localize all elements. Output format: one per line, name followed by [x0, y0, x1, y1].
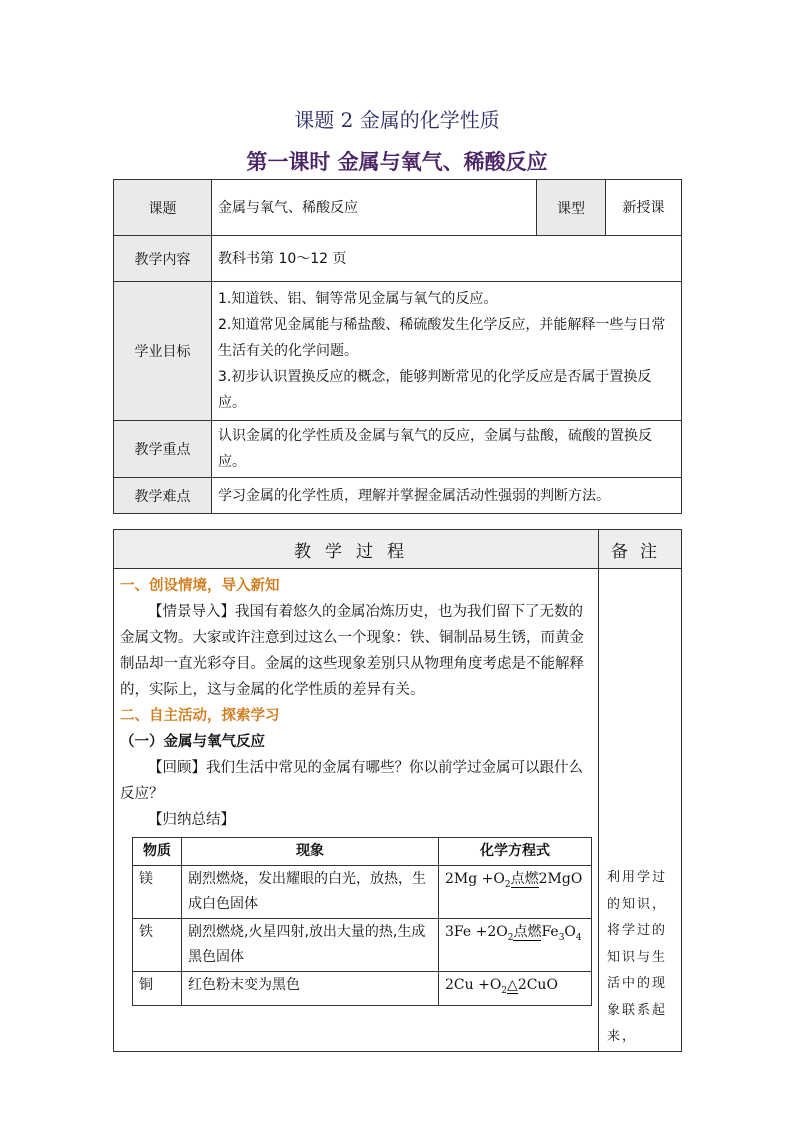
content-label: 教学内容 [114, 236, 212, 282]
note-column: 利用学过的知识，将学过的知识与生活中的现象联系起来， [599, 569, 682, 1052]
lesson-info-table [113, 179, 682, 514]
summary-label: 【归纳总结】 [148, 812, 235, 828]
eq-right: 2CuO [517, 977, 558, 993]
page-subtitle: 第一课时 金属与氧气、稀酸反应 [246, 149, 548, 174]
goals-list [212, 282, 682, 421]
eq-sub: 2 [504, 879, 511, 890]
intro-paragraph: 【情景导入】我国有着悠久的金属冶炼历史，也为我们留下了无数的金属文物。大家或许注意到过这么一个现象：铁、铜制品易生锈，而黄金制品却一直光彩夺目。金属的这些现象差别只从物理角度考虑是不能解释的，实际上，这与金属的化学性质的差异有关。 [120, 604, 584, 698]
subsection-heading: （一）金属与氧气反应 [120, 734, 265, 750]
eq-sub: 2 [501, 985, 508, 996]
substance-cell: 铁 [133, 919, 182, 972]
equation-cell [439, 919, 592, 972]
type-value: 新授课 [606, 180, 682, 236]
note-header: 备注 [599, 530, 682, 569]
eq-condition: 点燃 [510, 871, 539, 887]
topic-value: 金属与氧气、稀酸反应 [212, 180, 537, 236]
process-table [113, 529, 682, 1052]
substance-cell: 铜 [133, 972, 182, 1006]
difficulty-value: 学习金属的化学性质，理解并掌握金属活动性强弱的判断方法。 [212, 478, 682, 514]
eq-right: Fe [541, 924, 559, 940]
key-label: 教学重点 [114, 421, 212, 478]
goals-label: 学业目标 [114, 282, 212, 421]
eq-left: 3Fe +2O [445, 924, 508, 940]
section-heading: 二、自主活动，探索学习 [120, 708, 280, 724]
phenomenon-cell: 红色粉末变为黑色 [182, 972, 439, 1006]
key-value: 认识金属的化学性质及金属与氧气的反应，金属与盐酸，硫酸的置换反应。 [212, 421, 682, 478]
process-content [114, 569, 599, 1052]
reaction-table [132, 837, 592, 1006]
eq-left: 2Cu +O [445, 977, 502, 993]
review-paragraph: 【回顾】我们生活中常见的金属有哪些？你以前学过金属可以跟什么反应？ [120, 760, 583, 802]
type-label: 课型 [537, 180, 606, 236]
eq-right-tail: O [564, 924, 576, 940]
col-header: 化学方程式 [439, 838, 592, 866]
col-header: 物质 [133, 838, 182, 866]
equation-cell [439, 972, 592, 1006]
table-row [133, 972, 592, 1006]
eq-sub: 4 [575, 932, 582, 943]
eq-sub: 2 [507, 932, 514, 943]
phenomenon-cell: 剧烈燃烧,火星四射,放出大量的热,生成黑色固体 [182, 919, 439, 972]
eq-right: 2MgO [538, 871, 583, 887]
goal-item: 2.知道常见金属能与稀盐酸、稀硫酸发生化学反应，并能解释一些与日常生活有关的化学问题。 [218, 317, 666, 359]
content-value: 教科书第 10～12 页 [212, 236, 682, 282]
process-header: 教学过程 [114, 530, 599, 569]
section-heading: 一、创设情境，导入新知 [120, 578, 280, 594]
col-header: 现象 [182, 838, 439, 866]
topic-label: 课题 [114, 180, 212, 236]
phenomenon-cell: 剧烈燃烧，发出耀眼的白光，放热，生成白色固体 [182, 866, 439, 919]
difficulty-label: 教学难点 [114, 478, 212, 514]
goal-item: 3.初步认识置换反应的概念，能够判断常见的化学反应是否属于置换反应。 [218, 369, 652, 411]
substance-cell: 镁 [133, 866, 182, 919]
table-row [133, 866, 592, 919]
goal-item: 1.知道铁、铝、铜等常见金属与氧气的反应。 [218, 291, 498, 307]
page-title: 课题 2 金属的化学性质 [294, 108, 500, 132]
equation-cell [439, 866, 592, 919]
eq-sub: 3 [558, 932, 565, 943]
eq-left: 2Mg +O [445, 871, 505, 887]
eq-condition: 点燃 [513, 924, 542, 940]
eq-condition: △ [507, 977, 518, 993]
table-row [133, 919, 592, 972]
